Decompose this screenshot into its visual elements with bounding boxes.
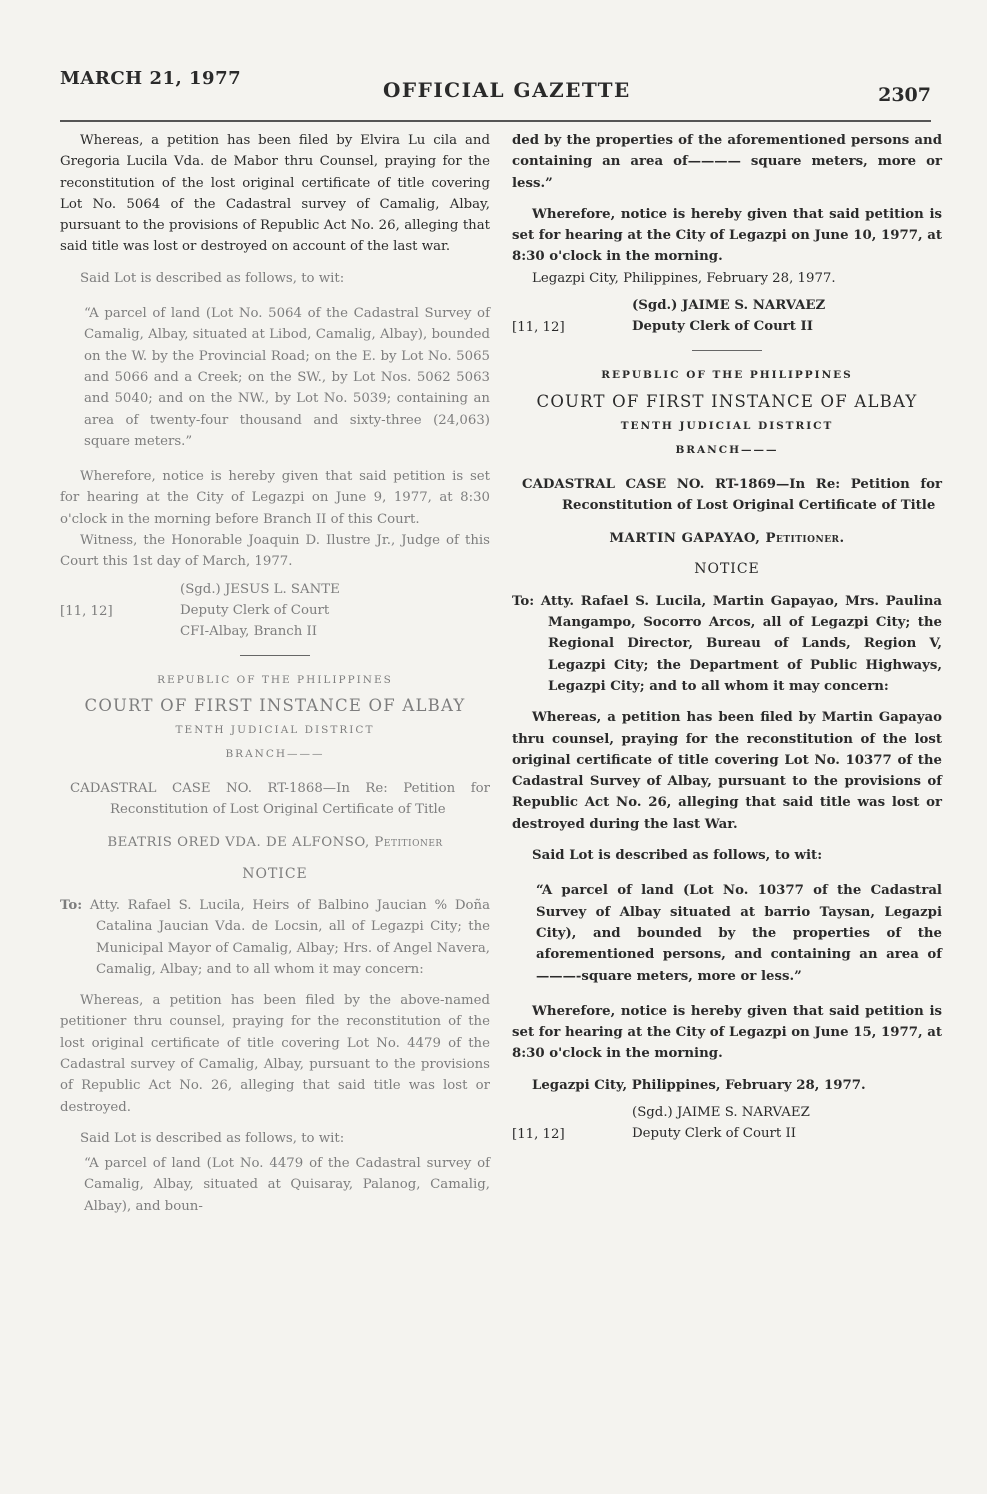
signature-block — [512, 295, 942, 338]
separator — [240, 655, 310, 656]
issue-numbers: [11, 12] — [60, 603, 113, 619]
page-number: 2307 — [878, 84, 931, 106]
district-heading: TENTH JUDICIAL DISTRICT — [620, 419, 834, 432]
signatory-role: Deputy Clerk of Court — [180, 602, 330, 618]
right-paragraph: Whereas, a petition has been filed by Martin Gapayao thru counsel, praying for the reconstitution of the lost original certificate of title covering Lot No. 10377 of the Cadastral Survey of Albay, pursuant to the provisions of Republic Act No. 26, alleging that said title was lost or destroyed during the last War. — [512, 710, 942, 832]
branch-heading: BRANCH——— — [225, 748, 325, 761]
addressees: Atty. Rafael S. Lucila, Heirs of Balbino Jaucian % Doña Catalina Jaucian Vda. de Locsin, all of Legazpi City; the Municipal Mayor of Camalig, Albay; Hrs. of Angel Navera, Camalig, Albay; and to all whom it may concern: — [89, 897, 490, 977]
case-title: CADASTRAL CASE NO. RT-1869—In Re: Petition for Reconstitution of Lost Original Certificate of Title — [522, 476, 942, 513]
left-paragraph: Said Lot is described as follows, to wit: — [80, 1130, 345, 1146]
addressees: Atty. Rafael S. Lucila, Martin Gapayao, Mrs. Paulina Mangampo, Socorro Arcos, all of Legazpi City; the Regional Director, Bureau of Lands, Region V, Legazpi City; the Department of Public Highways, Legazpi City; and to all whom it may concern: — [540, 593, 942, 694]
header-title: OFFICIAL GAZETTE — [383, 78, 631, 102]
right-paragraph: Wherefore, notice is hereby given that said petition is set for hearing at the City of Legazpi on June 15, 1977, at 8:30 o'clock in the morning. — [512, 1003, 942, 1062]
lot-description-continued: ded by the properties of the aforementioned persons and containing an area of———— square meters, more or less.” — [512, 133, 942, 191]
lot-description: “A parcel of land (Lot No. 10377 of the Cadastral Survey of Albay situated at barrio Taysan, Legazpi City), and bounded by the properties of the aforementioned persons, and containing an area of———-square meters, more or less.” — [536, 883, 942, 984]
issue-numbers: [11, 12] — [512, 320, 565, 336]
left-paragraph: Wherefore, notice is hereby given that said petition is set for hearing at the City of Legazpi on June 9, 1977, at 8:30 o'clock in the morning before Branch II of this Court. — [60, 469, 490, 527]
signature-block — [60, 579, 490, 643]
republic-heading: REPUBLIC OF THE PHILIPPINES — [601, 369, 853, 382]
petitioner-line: BEATRIS ORED VDA. DE ALFONSO, Petitioner — [107, 835, 443, 851]
signatory-role: Deputy Clerk of Court II — [632, 1126, 796, 1142]
district-heading: TENTH JUDICIAL DISTRICT — [175, 724, 375, 737]
left-paragraph: Whereas, a petition has been filed by the above-named petitioner thru counsel, praying for the reconstitution of the lost original certificate of title covering Lot No. 4479 of the Cadastral survey of Camalig, Albay, pursuant to the provisions of Republic Act No. 26, alleging that said title was lost or destroyed. — [60, 993, 490, 1115]
signatory: (Sgd.) JESUS L. SANTE — [180, 581, 340, 597]
right-paragraph: Legazpi City, Philippines, February 28, 1977. — [532, 1077, 866, 1093]
notice-heading: NOTICE — [694, 561, 760, 578]
lot-description: “A parcel of land (Lot No. 5064 of the Cadastral Survey of Camalig, Albay, situated at Libod, Camalig, Albay), bounded on the W. by the Provincial Road; on the E. by Lot No. 5065 and 5066 and a Creek; on the SW., by Lot Nos. 5062 5063 and 5040; and on the NW., by Lot No. 5039; containing an area of twenty-four thousand and sixty-three (24,063) square meters.” — [84, 306, 490, 449]
notice-heading: NOTICE — [242, 865, 308, 882]
petitioner-line: MARTIN GAPAYAO, Petitioner. — [609, 531, 845, 547]
case-title: CADASTRAL CASE NO. RT-1868—In Re: Petition for Reconstitution of Lost Original Certificate of Title — [70, 780, 490, 818]
right-paragraph: Legazpi City, Philippines, February 28, 1977. — [532, 270, 836, 286]
signatory: (Sgd.) JAIME S. NARVAEZ — [632, 298, 826, 314]
republic-heading: REPUBLIC OF THE PHILIPPINES — [157, 673, 393, 686]
page-header — [60, 62, 931, 122]
issue-numbers: [11, 12] — [512, 1126, 565, 1142]
left-paragraph: Said Lot is described as follows, to wit: — [80, 270, 345, 286]
to-label: To: — [512, 593, 535, 609]
header-rule — [60, 120, 931, 122]
signatory: (Sgd.) JAIME S. NARVAEZ — [632, 1104, 810, 1120]
signatory-role: Deputy Clerk of Court II — [632, 319, 813, 335]
branch-heading: BRANCH——— — [675, 444, 779, 457]
right-paragraph: Said Lot is described as follows, to wit: — [532, 848, 823, 864]
court-heading: COURT OF FIRST INSTANCE OF ALBAY — [536, 391, 918, 411]
separator — [692, 350, 762, 351]
right-paragraph: Wherefore, notice is hereby given that said petition is set for hearing at the City of Legazpi on June 10, 1977, at 8:30 o'clock in the morning. — [512, 206, 942, 265]
left-paragraph: Whereas, a petition has been filed by Elvira Lu cila and Gregoria Lucila Vda. de Mabor thru Counsel, praying for the reconstitution of the lost original certificate of title covering Lot No. 5064 of the Cadastral survey of Camalig, Albay, pursuant to the provisions of Republic Act No. 26, alleging that said title was lost or destroyed on account of the last war. — [60, 133, 490, 255]
header-date: MARCH 21, 1977 — [60, 68, 242, 89]
signature-block — [512, 1102, 942, 1145]
left-column — [60, 130, 490, 1221]
to-label: To: — [60, 897, 83, 913]
signatory-role: CFI-Albay, Branch II — [180, 624, 318, 640]
lot-description: “A parcel of land (Lot No. 4479 of the Cadastral survey of Camalig, Albay, situated at Quisaray, Palanog, Camalig, Albay), and boun- — [84, 1156, 490, 1214]
court-heading: COURT OF FIRST INSTANCE OF ALBAY — [84, 695, 466, 715]
left-paragraph: Witness, the Honorable Joaquin D. Ilustre Jr., Judge of this Court this 1st day of March, 1977. — [60, 533, 490, 570]
right-column — [512, 130, 942, 1145]
